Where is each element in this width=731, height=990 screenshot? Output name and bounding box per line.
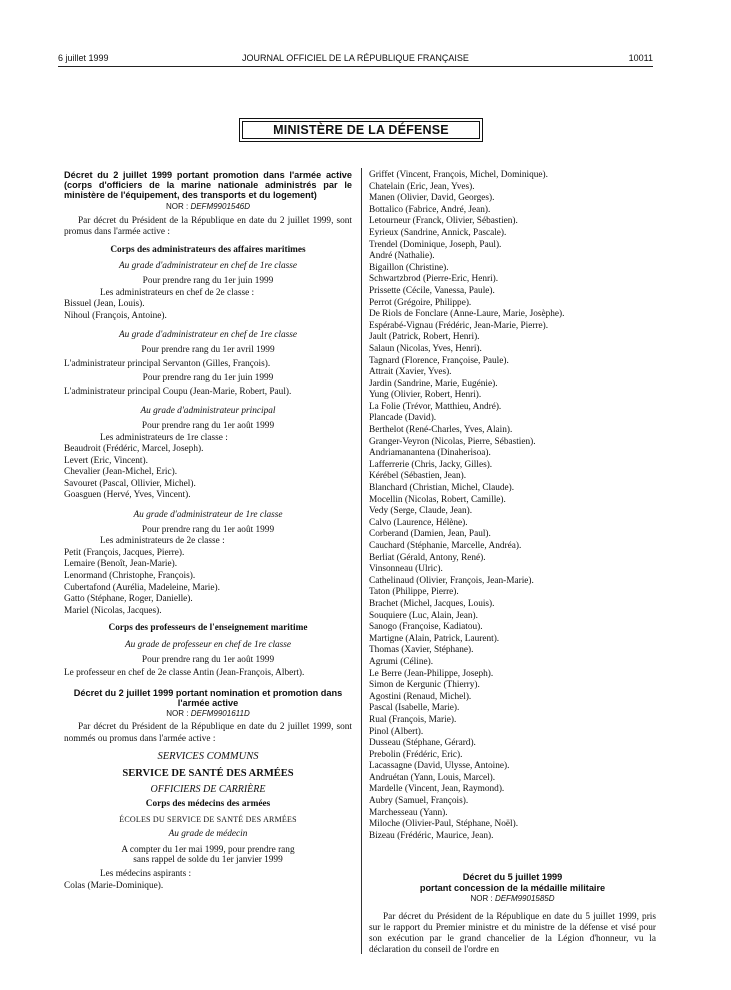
name-line: Attrait (Xavier, Yves). <box>369 367 452 378</box>
name-line: Trendel (Dominique, Joseph, Paul). <box>369 239 502 250</box>
page-header <box>58 53 653 67</box>
name-line: Jardin (Sandrine, Marie, Eugénie). <box>369 378 498 389</box>
corps-heading: Corps des médecins des armées <box>145 799 271 810</box>
header-rule <box>58 66 653 67</box>
name-line: Savouret (Pascal, Ollivier, Michel). <box>64 478 196 489</box>
name-line: Mardelle (Vincent, Jean, Raymond). <box>369 784 505 795</box>
name-line: Perrot (Grégoire, Philippe). <box>369 297 472 308</box>
name-line: Bottalico (Fabrice, André, Jean). <box>369 204 491 215</box>
name-line: Aubry (Samuel, François). <box>369 796 469 807</box>
decree3-nor <box>369 893 656 904</box>
name-line: Espérabé-Vignau (Frédéric, Jean-Marie, Pierre). <box>369 320 549 331</box>
name-line: Goasguen (Hervé, Yves, Vincent). <box>64 490 191 501</box>
name-line: Kérébel (Sébastien, Jean). <box>369 471 467 482</box>
name-line: Marchesseau (Yann). <box>369 807 448 818</box>
decree2-title: Décret du 2 juillet 1999 portant nomination et promotion dans l'armée active <box>73 687 343 708</box>
name-line: Corberand (Damien, Jean, Paul). <box>369 529 491 540</box>
name-line: Chatelain (Eric, Jean, Yves). <box>369 181 475 192</box>
name-line: Eyrieux (Sandrine, Annick, Pascale). <box>369 227 507 238</box>
corps-heading: Corps des administrateurs des affaires maritimes <box>110 244 306 255</box>
name-line: Rual (François, Marie). <box>369 714 457 725</box>
name-line: Souquiere (Luc, Alain, Jean). <box>369 610 478 621</box>
decree1-nor <box>64 201 352 212</box>
decree3-title: Décret du 5 juillet 1999 <box>462 872 563 883</box>
grade-heading: Au grade d'administrateur de 1re classe <box>133 510 283 521</box>
rank-line: Pour prendre rang du 1er août 1999 <box>141 654 275 665</box>
name-line: Colas (Marie-Dominique). <box>64 880 164 891</box>
nor-code: DEFM9901585D <box>494 893 555 903</box>
name-list <box>64 444 352 502</box>
rank-line: Pour prendre rang du 1er juin 1999 <box>142 275 274 286</box>
name-line: Prebolin (Frédéric, Eric). <box>369 749 463 760</box>
name-line: Schwartzbrod (Pierre-Eric, Henri). <box>369 274 499 285</box>
journal-title: JOURNAL OFFICIEL DE LA RÉPUBLIQUE FRANÇAISE <box>242 53 469 63</box>
decree1-intro: Par décret du Président de la République en date du 2 juillet 1999, sont promus dans l'armée active : <box>64 215 352 238</box>
nor-label: NOR : <box>165 201 189 211</box>
name-line: Granger-Veyron (Nicolas, Pierre, Sébastien). <box>369 436 536 447</box>
name-line: Pinol (Albert). <box>369 726 424 737</box>
name-line: Miloche (Olivier-Paul, Stéphane, Noël). <box>369 819 519 830</box>
grade-heading: Au grade d'administrateur en chef de 1re classe <box>119 330 297 341</box>
name-line: Lacassagne (David, Ulysse, Antoine). <box>369 761 510 772</box>
ministry-title: MINISTÈRE DE LA DÉFENSE <box>242 121 480 139</box>
decree3-subtitle: portant concession de la médaille militaire <box>419 882 606 893</box>
rank-line: A compter du 1er mai 1999, pour prendre rang <box>121 844 295 855</box>
rank-line: sans rappel de solde du 1er janvier 1999 <box>133 854 283 865</box>
grade-heading: Au grade d'administrateur en chef de 1re classe <box>119 261 297 272</box>
name-line: Chevalier (Jean-Michel, Eric). <box>64 467 178 478</box>
decree3-intro: Par décret du Président de la République en date du 5 juillet 1999, pris sur le rapport du Premier ministre et du ministre de la défense et visé pour son exécution par le grand chancelier de la Légion d'honneur, vu la déclaration du conseil de l'ordre en <box>369 911 656 956</box>
rank-line: Pour prendre rang du 1er juin 1999 <box>142 373 274 384</box>
right-column <box>369 170 656 957</box>
name-line: Manen (Olivier, David, Georges). <box>369 193 495 204</box>
nor-code: DEFM9901611D <box>190 709 250 719</box>
name-line: Lenormand (Christophe, François). <box>64 571 196 582</box>
name-line: Andriamanantena (Dinaherisoa). <box>369 448 491 459</box>
decree2-nor <box>64 708 352 719</box>
name-line: La Folie (Trévor, Matthieu, André). <box>369 401 502 412</box>
name-line: Agostini (Renaud, Michel). <box>369 691 472 702</box>
column-divider <box>361 168 362 954</box>
ministry-box <box>239 118 483 142</box>
name-list <box>369 170 656 842</box>
decree2-intro: Par décret du Président de la République en date du 2 juillet 1999, sont nommés ou promus dans l'armée active : <box>64 722 352 744</box>
services-heading: SERVICES COMMUNS <box>157 751 259 763</box>
name-list <box>64 548 352 618</box>
left-column <box>64 170 352 892</box>
name-line: Mocellin (Nicolas, Robert, Camille). <box>369 494 506 505</box>
name-line: Nihoul (François, Antoine). <box>64 310 167 321</box>
name-line: Tagnard (Florence, Françoise, Paule). <box>369 355 509 366</box>
name-line: Lemaire (Benoît, Jean-Marie). <box>64 559 178 570</box>
header-date: 6 juillet 1999 <box>58 53 109 63</box>
name-line: Levert (Eric, Vincent). <box>64 455 148 466</box>
name-line: Bizeau (Frédéric, Maurice, Jean). <box>369 830 494 841</box>
carriere-heading: OFFICIERS DE CARRIÈRE <box>150 783 266 795</box>
name-list <box>64 299 352 322</box>
page-number: 10011 <box>628 53 653 63</box>
name-line: Bigaillon (Christine). <box>369 262 449 273</box>
nor-label: NOR : <box>166 709 189 719</box>
name-line: Pascal (Isabelle, Marie). <box>369 703 460 714</box>
name-line: Dusseau (Stéphane, Gérard). <box>369 738 476 749</box>
sub-heading: Les administrateurs de 2e classe : <box>100 536 225 547</box>
ecoles-heading: ÉCOLES DU SERVICE DE SANTÉ DES ARMÉES <box>119 814 297 824</box>
name-line: Salaun (Nicolas, Yves, Henri). <box>369 343 482 354</box>
grade-heading: Au grade d'administrateur principal <box>140 406 276 417</box>
name-line: Beaudroit (Frédéric, Marcel, Joseph). <box>64 444 204 455</box>
name-line: Berliat (Gérald, Antony, René). <box>369 552 486 563</box>
name-line: Letourneur (Franck, Olivier, Sébastien). <box>369 216 518 227</box>
name-line: André (Nathalie). <box>369 251 435 262</box>
name-line: Cathelinaud (Olivier, François, Jean-Marie). <box>369 575 534 586</box>
name-line: Thomas (Xavier, Stéphane). <box>369 645 474 656</box>
name-line: Vedy (Serge, Claude, Jean). <box>369 506 473 517</box>
rank-line: Pour prendre rang du 1er avril 1999 <box>141 344 275 355</box>
name-line: De Riols de Fonclare (Anne-Laure, Marie, Josèphe). <box>369 309 565 320</box>
name-line: Taton (Philippe, Pierre). <box>369 587 459 598</box>
name-line: Griffet (Vincent, François, Michel, Dominique). <box>369 170 548 180</box>
name-line: Cauchard (Stéphanie, Marcelle, Andréa). <box>369 541 522 551</box>
name-line: Martigne (Alain, Patrick, Laurent). <box>369 633 500 644</box>
name-line: Le professeur en chef de 2e classe Antin (Jean-François, Albert). <box>64 668 305 679</box>
name-line: L'administrateur principal Coupu (Jean-Marie, Robert, Paul). <box>64 386 292 397</box>
name-line: Plancade (David). <box>369 413 437 424</box>
sub-heading: Les administrateurs de 1re classe : <box>100 432 228 443</box>
name-line: Calvo (Laurence, Hélène). <box>369 517 468 528</box>
name-line: Simon de Kergunic (Thierry). <box>369 680 480 691</box>
grade-heading: Au grade de médecin <box>168 829 248 840</box>
decree1-title: Décret du 2 juillet 1999 portant promotion dans l'armée active (corps d'officiers de la marine nationale administrés par le ministère de l'équipement, des transports et du logement) <box>64 170 352 201</box>
name-line: Gatto (Stéphane, Roger, Danielle). <box>64 594 193 605</box>
name-line: Brachet (Michel, Jacques, Louis). <box>369 598 495 609</box>
name-line: Le Berre (Jean-Philippe, Joseph). <box>369 668 494 679</box>
rank-line: Pour prendre rang du 1er août 1999 <box>141 524 275 535</box>
name-line: Andruétan (Yann, Louis, Marcel). <box>369 772 496 783</box>
name-line: Mariel (Nicolas, Jacques). <box>64 605 162 616</box>
name-line: Petit (François, Jacques, Pierre). <box>64 547 185 558</box>
name-line: Jault (Patrick, Robert, Henri). <box>369 332 480 343</box>
nor-label: NOR : <box>470 893 493 903</box>
name-line: Bissuel (Jean, Louis). <box>64 299 145 310</box>
name-line: Cubertafond (Aurélia, Madeleine, Marie). <box>64 582 220 593</box>
nor-code: DEFM9901546D <box>190 201 251 211</box>
sub-heading: Les médecins aspirants : <box>100 868 192 879</box>
name-line: Berthelot (René-Charles, Yves, Alain). <box>369 425 513 436</box>
sub-heading: Les administrateurs en chef de 2e classe : <box>100 287 255 298</box>
sante-heading: SERVICE DE SANTÉ DES ARMÉES <box>122 767 294 779</box>
name-line: Lafferrerie (Chris, Jacky, Gilles). <box>369 459 493 470</box>
name-line: Yung (Olivier, Robert, Henri). <box>369 390 482 401</box>
rank-line: Pour prendre rang du 1er août 1999 <box>141 420 275 431</box>
name-line: Blanchard (Christian, Michel, Claude). <box>369 483 515 494</box>
name-line: L'administrateur principal Servanton (Gilles, François). <box>64 358 271 369</box>
name-line: Prissette (Cécile, Vanessa, Paule). <box>369 285 495 296</box>
name-line: Vinsonneau (Ulric). <box>369 564 443 575</box>
grade-heading: Au grade de professeur en chef de 1re classe <box>124 640 292 651</box>
corps-heading: Corps des professeurs de l'enseignement maritime <box>108 623 308 634</box>
name-line: Agrumi (Céline). <box>369 656 434 667</box>
name-line: Sanogo (Françoise, Kadiatou). <box>369 622 483 633</box>
